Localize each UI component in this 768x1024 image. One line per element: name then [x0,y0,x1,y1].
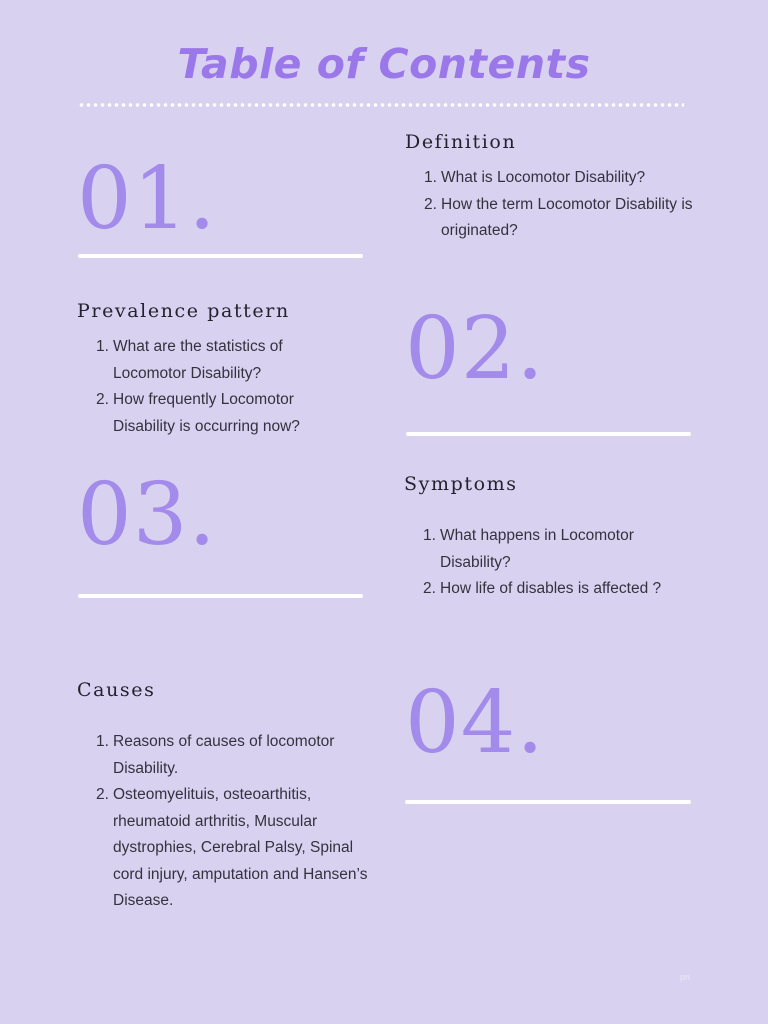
section-heading-causes: Causes [77,679,156,701]
section-list-prevalence-pattern [96,334,326,440]
section-number-02: 02. [405,299,545,399]
list-item: Reasons of causes of locomotor Disability. [113,733,335,777]
page-title: Table of Contents [177,40,591,88]
section-heading-prevalence-pattern: Prevalence pattern [77,300,290,322]
list-item: How frequently Locomotor Disability is occurring now? [113,391,300,435]
list-item: What happens in Locomotor Disability? [440,527,634,571]
section-rule-02 [406,432,691,436]
section-list-symptoms [423,523,695,603]
section-rule-03 [78,594,363,598]
list-item: How life of disables is affected ? [440,580,662,597]
section-number-04: 04. [405,673,545,773]
section-heading-symptoms: Symptoms [404,473,518,495]
section-list-definition [424,165,696,245]
section-rule-01 [78,254,363,258]
section-number-03: 03. [77,465,217,565]
section-heading-definition: Definition [405,131,517,153]
section-number-01: 01. [77,149,217,249]
list-item: How the term Locomotor Disability is originated? [441,195,693,239]
dotted-divider [78,102,684,108]
list-item: What are the statistics of Locomotor Disability? [113,338,283,382]
section-rule-04 [405,800,691,804]
list-item: What is Locomotor Disability? [441,169,646,186]
list-item: Osteomyelituis, osteoarthitis, rheumatoid arthritis, Muscular dystrophies, Cerebral Palsy, Spinal cord injury, amputation and Hansen’s Disease. [113,786,368,909]
section-list-causes [96,729,368,915]
footer-mark: pn [679,972,690,982]
